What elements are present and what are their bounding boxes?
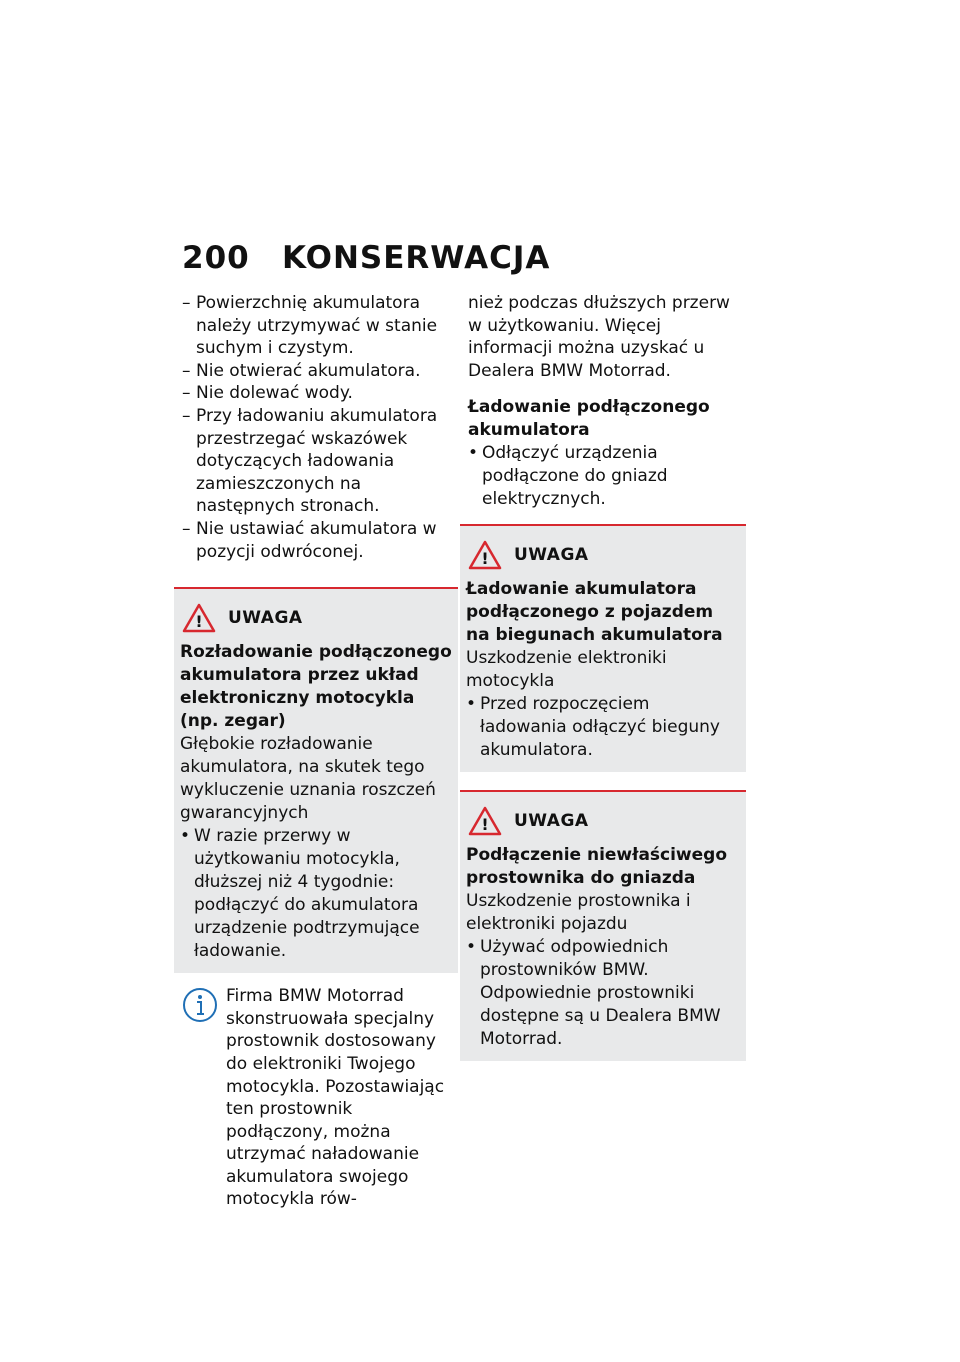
dash-marker: – <box>182 360 191 381</box>
bullet-marker: • <box>180 826 191 847</box>
section-bullet-text: Odłączyć urządzenia podłączone do gniazd elektrycznych. <box>482 443 668 509</box>
warning-bullet <box>466 936 740 1051</box>
warning-header <box>466 540 740 570</box>
warning-text: Głębokie rozładowanie akumulatora, na skutek tego wykluczenie uznania roszczeń gwarancyjnych <box>180 734 436 824</box>
bullet-marker: • <box>466 937 477 958</box>
list-item <box>182 292 450 360</box>
svg-text:!: ! <box>195 612 203 632</box>
warning-subtitle: Ładowanie akumulatora podłączonego z pojazdem na biegunach akumulatora <box>466 579 723 646</box>
warning-triangle-icon <box>468 540 502 570</box>
list-item <box>182 518 450 563</box>
warning-bullet-text: Używać odpowiednich prostowników BMW. Odpowiednie prostowniki dostępne są u Dealera BMW Motorrad. <box>480 937 721 1050</box>
continuation-text: nież podczas dłuższych przerw w użytkowaniu. Więcej informacji można uzyskać u Dealera BMW Motorrad. <box>468 293 730 381</box>
info-icon <box>182 987 218 1023</box>
info-text: Firma BMW Motorrad skonstruowała specjalny prostownik dostosowany do elektroniki Twojego motocykla. Pozostawiając ten prostownik podłączony, można utrzymać naładowanie akumulatora swojego motocykla rów- <box>226 986 445 1210</box>
list-item-text: Przy ładowaniu akumulatora przestrzegać wskazówek dotyczących ładowania zamieszczonych na następnych stronach. <box>196 405 438 517</box>
section-bullet <box>468 442 738 510</box>
warning-bullet-text: Przed rozpoczęciem ładowania odłączyć bieguny akumulatora. <box>480 694 720 761</box>
warning-subtitle: Rozładowanie podłączonego akumulatora przez układ elektroniczny motocykla (np. zegar) <box>180 642 452 732</box>
list-item-text: Nie ustawiać akumulatora w pozycji odwróconej. <box>196 518 437 562</box>
list-item-text: Powierzchnię akumulatora należy utrzymywać w stanie suchym i czystym. <box>196 293 438 359</box>
warning-bullet <box>466 693 740 762</box>
warning-header <box>180 603 452 633</box>
right-column <box>468 292 738 1061</box>
page-title: KONSERWACJA <box>282 240 551 276</box>
warning-triangle-icon <box>468 806 502 836</box>
warning-header <box>466 806 740 836</box>
warning-subtitle: Podłączenie niewłaściwego prostownika do gniazda <box>466 845 728 889</box>
dash-marker: – <box>182 405 191 426</box>
list-item-text: Nie dolewać wody. <box>196 383 353 404</box>
dash-marker: – <box>182 518 191 539</box>
list-item-text: Nie otwierać akumulatora. <box>196 360 421 381</box>
page-number: 200 <box>182 240 250 276</box>
svg-text:!: ! <box>481 549 489 569</box>
list-item <box>182 405 450 518</box>
bullet-marker: • <box>466 694 477 715</box>
left-column <box>182 292 450 1211</box>
list-item <box>182 382 450 405</box>
warning-bullet-text: W razie przerwy w użytkowaniu motocykla, dłuższej niż 4 tygodnie: podłączyć do akumulatora urządzenie podtrzymujące ładowanie. <box>194 826 420 962</box>
warning-title: UWAGA <box>228 607 303 628</box>
warning-text: Uszkodzenie prostownika i elektroniki pojazdu <box>466 891 691 935</box>
dash-marker: – <box>182 383 191 404</box>
warning-title: UWAGA <box>514 810 589 831</box>
bullet-marker: • <box>468 443 479 464</box>
info-note <box>182 985 450 1211</box>
dash-marker: – <box>182 293 191 313</box>
warning-text: Uszkodzenie elektroniki motocykla <box>466 648 667 692</box>
section-title: Ładowanie podłączonego akumulatora <box>468 397 710 441</box>
warning-box <box>460 524 746 772</box>
list-item <box>182 360 450 383</box>
page-header <box>182 240 550 276</box>
svg-text:!: ! <box>481 815 489 835</box>
warning-title: UWAGA <box>514 544 589 565</box>
warning-bullet <box>180 825 452 963</box>
warning-box <box>460 790 746 1061</box>
warning-triangle-icon <box>182 603 216 633</box>
warning-box <box>174 587 458 973</box>
